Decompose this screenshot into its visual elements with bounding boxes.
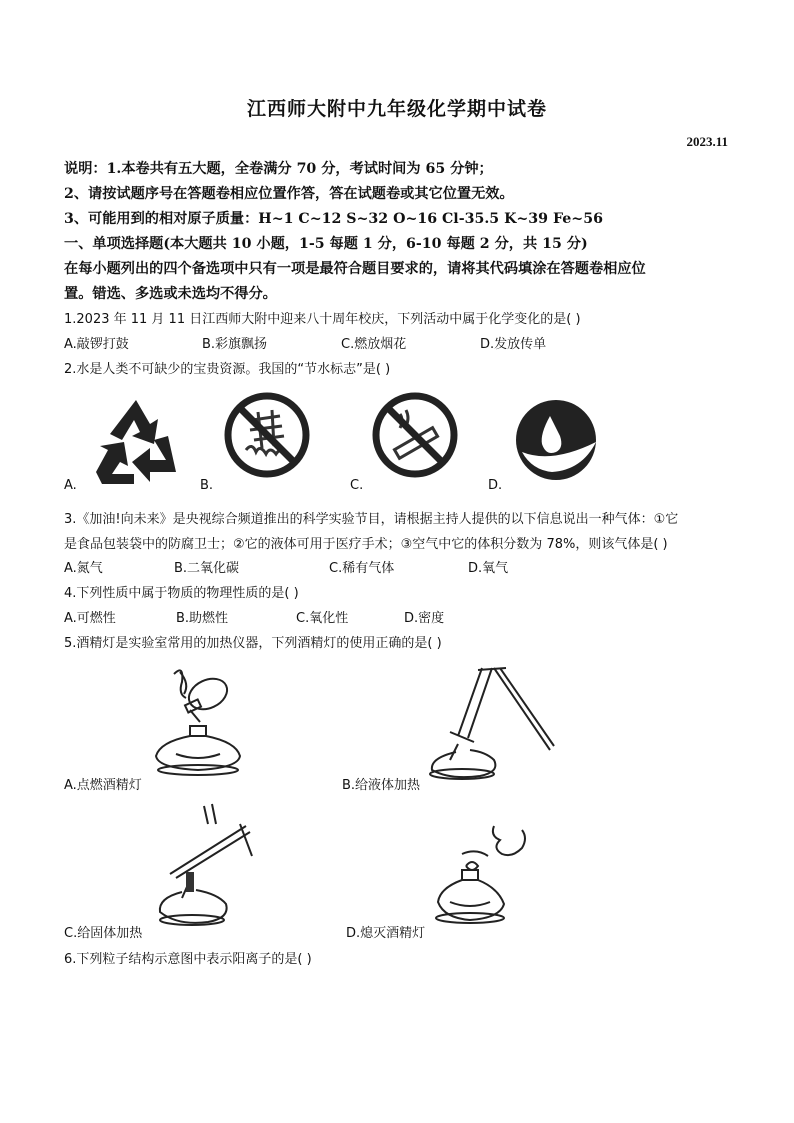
water-saving-icon — [512, 398, 602, 482]
q4-option-d: D.密度 — [404, 611, 445, 626]
q4-option-a: A.可燃性 — [64, 611, 116, 626]
q5-option-a: A.点燃酒精灯 — [64, 778, 142, 793]
q3-option-d: D.氧气 — [468, 561, 509, 576]
q1-option-d: D.发放传单 — [480, 337, 547, 352]
q2-label-b: B. — [200, 478, 214, 493]
note-2: 2、请按试题序号在答题卷相应位置作答，答在试题卷或其它位置无效。 — [64, 186, 514, 202]
q5-option-d: D.熄灭酒精灯 — [346, 926, 426, 941]
q6-stem: 6.下列粒子结构示意图中表示阳离子的是( ) — [64, 952, 312, 967]
note-1: 说明：1.本卷共有五大题，全卷满分 70 分，考试时间为 65 分钟； — [64, 161, 493, 177]
q5-option-c: C.给固体加热 — [64, 926, 143, 941]
q3-stem-line-2: 是食品包装袋中的防腐卫士；②它的液体可用于医疗手术；③空气中它的体积分数为 78%，则该气体是( ) — [64, 537, 668, 552]
q4-option-c: C.氧化性 — [296, 611, 349, 626]
q2-stem: 2.水是人类不可缺少的宝贵资源。我国的“节水标志”是( ) — [64, 362, 391, 377]
section-instruction-2: 置。错选、多选或未选均不得分。 — [64, 286, 277, 302]
q1-stem: 1.2023 年 11 月 11 日江西师大附中迎来八十周年校庆，下列活动中属于化学变化的是( ) — [64, 312, 581, 327]
q3-option-a: A.氮气 — [64, 561, 103, 576]
heating-liquid-figure — [420, 662, 560, 782]
q4-option-b: B.助燃性 — [176, 611, 229, 626]
q2-label-d: D. — [488, 478, 503, 493]
exam-date: 2023.11 — [686, 134, 728, 149]
q1-option-c: C.燃放烟花 — [341, 337, 407, 352]
q3-option-b: B.二氧化碳 — [174, 561, 240, 576]
q3-stem-line-1: 3.《加油!向未来》是央视综合频道推出的科学实验节目，请根据主持人提供的以下信息说出一种气体：①它 — [64, 512, 679, 527]
q2-label-c: C. — [350, 478, 364, 493]
recycle-icon — [88, 396, 184, 488]
section-instruction-1: 在每小题列出的四个备选项中只有一项是最符合题目要求的，请将其代码填涂在答题卷相应位 — [64, 261, 646, 277]
lighting-lamp-with-lamp-figure — [146, 664, 256, 782]
q3-option-c: C.稀有气体 — [329, 561, 395, 576]
q2-label-a: A. — [64, 478, 77, 493]
note-3: 3、可能用到的相对原子质量：H~1 C~12 S~32 O~16 Cl-35.5 K~39 Fe~56 — [64, 211, 603, 227]
q1-option-a: A.敲锣打鼓 — [64, 337, 129, 352]
no-fire-icon — [222, 390, 312, 480]
q1-option-b: B.彩旗飘扬 — [202, 337, 268, 352]
blowing-out-lamp-figure — [432, 818, 542, 936]
no-smoking-icon — [370, 390, 460, 480]
q4-stem: 4.下列性质中属于物质的物理性质的是( ) — [64, 586, 299, 601]
section-heading: 一、单项选择题(本大题共 10 小题，1-5 每题 1 分，6-10 每题 2 分，共 15 分) — [64, 236, 588, 252]
q5-stem: 5.酒精灯是实验室常用的加热仪器，下列酒精灯的使用正确的是( ) — [64, 636, 442, 651]
q5-option-b: B.给液体加热 — [342, 778, 421, 793]
page-title: 江西师大附中九年级化学期中试卷 — [246, 98, 547, 120]
heating-solid-figure — [150, 802, 260, 930]
